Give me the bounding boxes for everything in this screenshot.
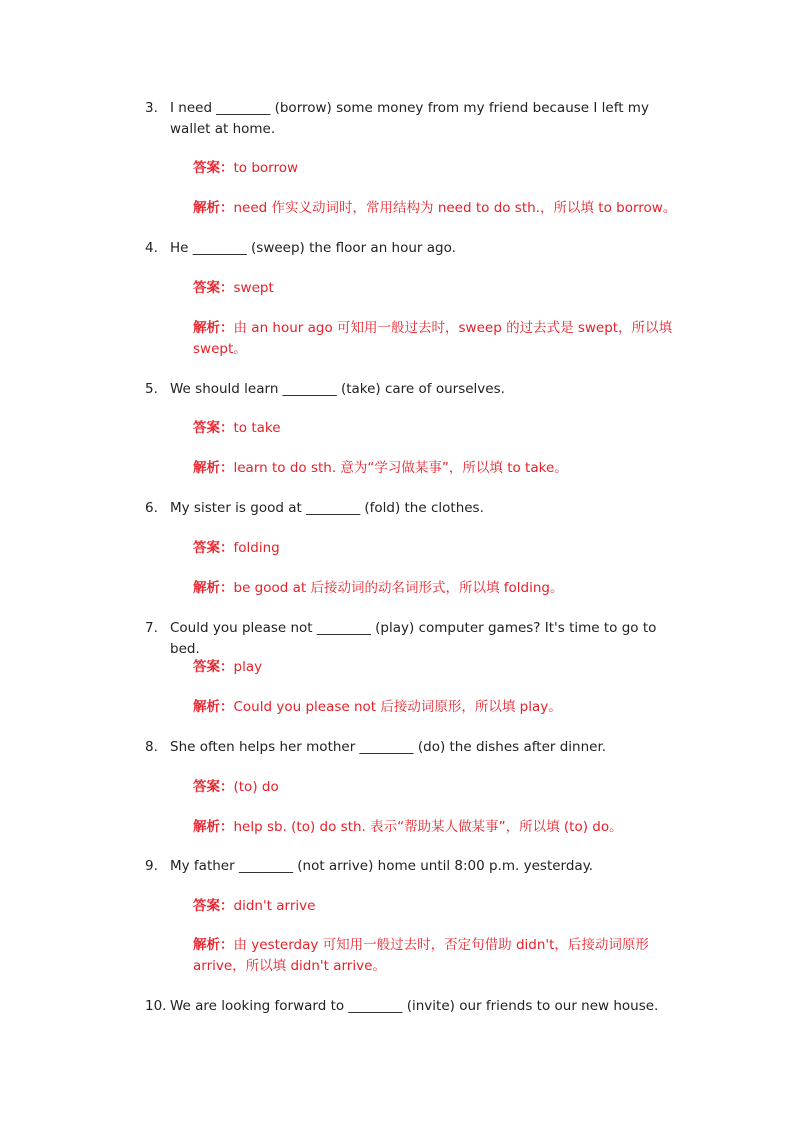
analysis-7 — [193, 697, 683, 718]
answer-text: swept — [233, 280, 274, 296]
question-text: She often helps her mother ________ (do) the dishes after dinner. — [170, 739, 607, 755]
analysis-label: 解析： — [193, 699, 234, 715]
analysis-text: be good at 后接动词的动名词形式，所以填 folding。 — [233, 580, 564, 596]
question-text: My sister is good at ________ (fold) the clothes. — [170, 500, 484, 516]
analysis-label: 解析： — [193, 200, 234, 216]
analysis-6 — [193, 578, 683, 599]
question-number: 10. — [145, 998, 167, 1014]
answer-6 — [193, 538, 683, 559]
question-7 — [145, 618, 685, 660]
answer-3 — [193, 158, 683, 179]
answer-text: (to) do — [233, 779, 279, 795]
question-number: 5. — [145, 381, 158, 397]
answer-text: to take — [233, 420, 281, 436]
question-text: Could you please not ________ (play) computer games? It's time to go to bed. — [170, 620, 657, 657]
answer-text: to borrow — [233, 160, 299, 176]
question-text: I need ________ (borrow) some money from my friend because I left my wallet at home. — [170, 100, 649, 137]
analysis-label: 解析： — [193, 580, 234, 596]
question-4 — [145, 238, 685, 259]
answer-label: 答案： — [193, 160, 234, 176]
question-5 — [145, 379, 685, 400]
question-10 — [145, 996, 685, 1017]
analysis-text: need 作实义动词时，常用结构为 need to do sth.，所以填 to borrow。 — [233, 200, 677, 216]
question-9 — [145, 856, 685, 877]
question-number: 8. — [145, 739, 158, 755]
question-3 — [145, 98, 685, 140]
analysis-label: 解析： — [193, 460, 234, 476]
answer-label: 答案： — [193, 540, 234, 556]
question-text: My father ________ (not arrive) home until 8:00 p.m. yesterday. — [170, 858, 594, 874]
analysis-text: Could you please not 后接动词原形，所以填 play。 — [233, 699, 562, 715]
answer-text: folding — [233, 540, 280, 556]
question-text: We should learn ________ (take) care of ourselves. — [170, 381, 505, 397]
question-number: 9. — [145, 858, 158, 874]
question-number: 7. — [145, 620, 158, 636]
answer-text: play — [233, 659, 263, 675]
answer-text: didn't arrive — [233, 898, 316, 914]
analysis-4 — [193, 318, 683, 360]
question-number: 6. — [145, 500, 158, 516]
analysis-text: 由 yesterday 可知用一般过去时，否定句借助 didn't，后接动词原形 arrive，所以填 didn't arrive。 — [193, 937, 649, 974]
question-number: 3. — [145, 100, 158, 116]
question-text: He ________ (sweep) the floor an hour ago. — [170, 240, 456, 256]
analysis-8 — [193, 817, 683, 838]
analysis-text: 由 an hour ago 可知用一般过去时，sweep 的过去式是 swept，所以填 swept。 — [193, 320, 673, 357]
answer-label: 答案： — [193, 898, 234, 914]
answer-label: 答案： — [193, 280, 234, 296]
question-number: 4. — [145, 240, 158, 256]
analysis-label: 解析： — [193, 819, 234, 835]
analysis-label: 解析： — [193, 937, 234, 953]
analysis-9 — [193, 935, 683, 977]
question-text: We are looking forward to ________ (invite) our friends to our new house. — [170, 998, 659, 1014]
answer-label: 答案： — [193, 420, 234, 436]
answer-8 — [193, 777, 683, 798]
analysis-text: help sb. (to) do sth. 表示“帮助某人做某事”，所以填 (to) do。 — [233, 819, 623, 835]
analysis-3 — [193, 198, 683, 219]
answer-label: 答案： — [193, 779, 234, 795]
answer-7 — [193, 657, 683, 678]
question-6 — [145, 498, 685, 519]
question-8 — [145, 737, 685, 758]
answer-9 — [193, 896, 683, 917]
answer-5 — [193, 418, 683, 439]
analysis-text: learn to do sth. 意为“学习做某事”，所以填 to take。 — [233, 460, 568, 476]
analysis-5 — [193, 458, 683, 479]
answer-4 — [193, 278, 683, 299]
analysis-label: 解析： — [193, 320, 234, 336]
answer-label: 答案： — [193, 659, 234, 675]
